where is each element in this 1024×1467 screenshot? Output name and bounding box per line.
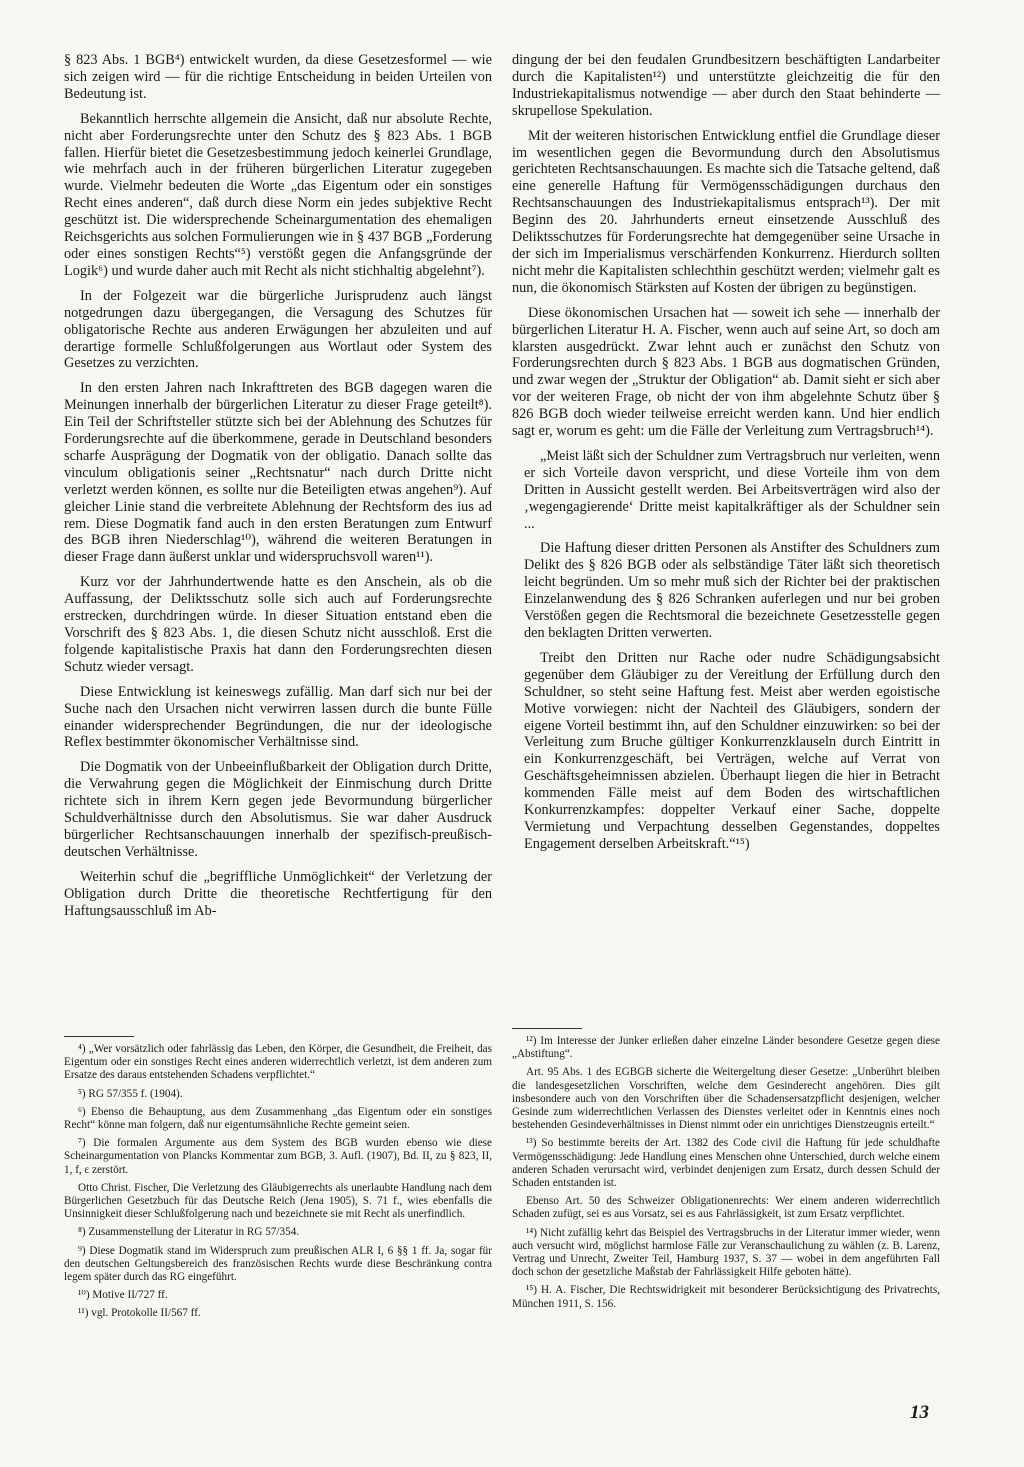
footnote: Otto Christ. Fischer, Die Verletzung des Gläubigerrechts als unerlaubte Handlung nach dem Bürgerlichen Gesetzbuch für das Deutsche Reich (Jena 1905), S. 71 f., wies ebenfalls die Unsinnigkeit dieser Schlußfolgerung nach und bezeichnete sie mit Recht als unerfindlich. bbox=[64, 1181, 492, 1221]
page-number: 13 bbox=[910, 1402, 929, 1423]
paragraph: Bekanntlich herrschte allgemein die Ansicht, daß nur absolute Rechte, nicht aber Forderungsrechte unter den Schutz des § 823 Abs. 1 BGB fallen. Hierfür bietet die Gesetzesbestimmung jedoch keinerlei Grundlage, wie mehrfach auch in der früheren bürgerlichen Literatur zugegeben wurde. Vielmehr bedeuten die Worte „das Eigentum oder ein sonstiges Recht eines anderen“, daß durch diese Norm ein jedes subjektive Recht geschützt ist. Die widersprechende Scheinargumentation des ehemaligen Reichsgerichts aus solchen Formulierungen wie in § 437 BGB „Forderung oder eines sonstigen Rechts“⁵) verstößt gegen die Anfangsgründe der Logik⁶) und wurde daher auch mit Recht als nicht stichhaltig abgelehnt⁷). bbox=[64, 110, 492, 279]
right-footnotes bbox=[512, 1020, 940, 1316]
footnote: ⁴) „Wer vorsätzlich oder fahrlässig das Leben, den Körper, die Gesundheit, die Freiheit, das Eigentum oder ein sonstiges Recht eines anderen widerrechtlich verletzt, ist dem anderen zum Ersatze des daraus entstehenden Schadens verpflichtet.“ bbox=[64, 1043, 492, 1082]
paragraph: Die Dogmatik von der Unbeeinflußbarkeit der Obligation durch Dritte, die Verwahrung gegen die Möglichkeit der Einmischung durch Dritte richtete sich in ihrem Kern gegen jede Bevormundung bürgerlicher Schuldverhältnisse durch den Absolutismus. Sie war daher Ausdruck bürgerlicher Rechtsanschauungen innerhalb der spezifisch-preußisch-deutschen Verhältnisse. bbox=[64, 759, 492, 860]
paragraph: Diese Entwicklung ist keineswegs zufällig. Man darf sich nur bei der Suche nach den Ursachen nicht verwirren lassen durch die bunte Fülle einander widersprechender Begründungen, die nur der ideologische Reflex bestimmter ökonomischer Verhältnisse sind. bbox=[64, 683, 492, 751]
paragraph: Mit der weiteren historischen Entwicklung entfiel die Grundlage dieser im wesentlichen gegen die Bevormundung durch den Absolutismus gerichteten Rechtsanschauungen. Es machte sich die Tatsache geltend, daß eine generelle Haftung für Vermögensschädigungen durchaus den Rechtsanschauungen des Industriekapitalismus entsprach¹³). Der mit Beginn des 20. Jahrhunderts erneut einsetzende Ausschluß des Deliktsschutzes für Forderungsrechte hat demgegenüber seine Ursache in der sich im Imperialismus verschärfenden Konkurrenz. Hierdurch sollten nicht mehr die Kapitalisten schlechthin geschützt werden; vielmehr galt es nun, die ökonomisch Stärksten auf Kosten der übrigen zu begünstigen. bbox=[512, 127, 940, 296]
footnote: ⁷) Die formalen Argumente aus dem System des BGB wurden ebenso wie diese Scheinargumentation von Plancks Kommentar zum BGB, 3. Aufl. (1907), Bd. II, zu § 823, II, 1, f, ε zerstört. bbox=[64, 1137, 492, 1176]
paragraph: § 823 Abs. 1 BGB⁴) entwickelt wurden, da diese Gesetzesformel — wie sich zeigen wird — für die richtige Entscheidung in beiden Urteilen von Bedeutung ist. bbox=[64, 52, 492, 102]
paragraph: In der Folgezeit war die bürgerliche Jurisprudenz auch längst notgedrungen dazu übergegangen, die Versagung des Schutzes für obligatorische Rechte aus anderen Erwägungen her abzuleiten und auf derartige formelle Schlußfolgerungen aus Wortlaut oder System des Gesetzes zu verzichten. bbox=[64, 287, 492, 372]
footnote: ⁸) Zusammenstellung der Literatur in RG 57/354. bbox=[78, 1226, 300, 1239]
paragraph: Kurz vor der Jahrhundertwende hatte es den Anschein, als ob die Auffassung, der Deliktsschutz solle sich auch auf Forderungsrechte erstrecken, durchdringen würde. In dieser Situation entstand eben die Vorschrift des § 823 Abs. 1, die diesen Schutz nicht ausschloß. Erst die folgende kapitalistische Praxis hat dann den Forderungsrechten diesen Schutz wieder versagt. bbox=[64, 574, 492, 675]
left-column bbox=[64, 52, 492, 928]
document-page bbox=[64, 52, 984, 1442]
footnote: ¹⁴) Nicht zufällig kehrt das Beispiel des Vertragsbruchs in der Literatur immer wieder, wenn auch versucht wird, möglichst harmlose Fälle zur Veranschaulichung zu wählen (z. B. Larenz, Vertrag und Unrecht, Zweiter Teil, Hamburg 1937, S. 37 — wobei in dem angeführten Fall doch schon der gesetzliche Maßstab der Fahrlässigkeit Hilfe geboten hätte). bbox=[512, 1226, 940, 1279]
footnote: ¹²) Im Interesse der Junker erließen daher einzelne Länder besondere Gesetze gegen diese „Abstiftung“. bbox=[512, 1035, 940, 1061]
footnote: ¹³) So bestimmte bereits der Art. 1382 des Code civil die Haftung für jede schuldhafte Vermögensschädigung: Jede Handlung eines Menschen ohne Unterschied, durch welche einem anderen Schaden verursacht wird, verbindet denjenigen zum Ersatz, durch dessen Schuld der Schaden entstanden ist. bbox=[512, 1137, 940, 1190]
footnote: Ebenso Art. 50 des Schweizer Obligationenrechts: Wer einem anderen widerrechtlich Schaden zufügt, sei es aus Vorsatz, sei es aus Fahrlässigkeit, ist zum Ersatz verpflichtet. bbox=[512, 1195, 940, 1221]
footnote: ⁶) Ebenso die Behauptung, aus dem Zusammenhang „das Eigentum oder ein sonstiges Recht“ könne man folgern, daß nur eigentumsähnliche Rechte gemeint seien. bbox=[64, 1105, 492, 1132]
paragraph: In den ersten Jahren nach Inkrafttreten des BGB dagegen waren die Meinungen innerhalb der bürgerlichen Literatur zu dieser Frage geteilt⁸). Ein Teil der Schriftsteller stützte sich bei der Ablehnung des Schutzes für Forderungsrechte auf die überkommene, gerade in Deutschland besonders scharfe Ausprägung der Dogmatik von der obligatio. Danach sollte das vinculum obligationis seiner „Rechtsnatur“ nach durch Dritte nicht verletzt werden können, es sollte nur die Beteiligten etwas angehen⁹). Auf gleicher Linie stand die verbreitete Ablehnung der Rechtsform des ius ad rem. Diese Dogmatik fand auch in den ersten Beratungen zum Entwurf des BGB ihren Niederschlag¹⁰), während die weiteren Beratungen in dieser Frage dann äußerst unklar und widerspruchsvoll waren¹¹). bbox=[64, 380, 492, 566]
quote-paragraph: „Meist läßt sich der Schuldner zum Vertragsbruch nur verleiten, wenn er sich Vorteile davon verspricht, und diese Vorteile ihm von dem Dritten in Aussicht gestellt werden. Bei Arbeitsverträgen wird also der ‚wegengagierende‘ Dritte meist kapitalkräftiger als der Schuldner sein ... bbox=[524, 447, 940, 532]
paragraph: Weiterhin schuf die „begriffliche Unmöglichkeit“ der Verletzung der Obligation durch Dritte die theoretische Rechtfertigung für den Haftungsausschluß im Ab- bbox=[64, 868, 492, 919]
footnote-divider bbox=[64, 1036, 134, 1037]
paragraph: dingung der bei den feudalen Grundbesitzern beschäftigten Landarbeiter durch die Kapitalisten¹²) und unterstützte gleichzeitig die für den Industriekapitalismus notwendige — aber durch den Staat behinderte — skrupellose Spekulation. bbox=[512, 52, 940, 119]
footnote: ¹¹) vgl. Protokolle II/567 ff. bbox=[78, 1307, 201, 1320]
footnote-divider bbox=[512, 1028, 582, 1029]
right-column bbox=[512, 52, 940, 861]
footnote: Art. 95 Abs. 1 des EGBGB sicherte die Weitergeltung dieser Gesetze: „Unberührt bleiben die landesgesetzlichen Vorschriften, welche dem Gesinderecht angehören. Dies gilt insbesondere auch von den Vorschriften über die Schadensersatzpflicht desjenigen, welcher Gesinde zum widerrechtlichen Verlassen des Dienstes verleitet oder in Kenntnis eines noch bestehenden Gesindeverhältnisses in Dienst nimmt oder ein unrichtiges Dienstzeugnis erteilt.“ bbox=[512, 1066, 940, 1132]
footnote: ⁹) Diese Dogmatik stand im Widerspruch zum preußischen ALR I, 6 §§ 1 ff. Ja, sogar für den deutschen Geltungsbereich des französischen Rechts wurde diese Beschränkung contra legem später durch das RG eingeführt. bbox=[64, 1244, 492, 1284]
paragraph: Diese ökonomischen Ursachen hat — soweit ich sehe — innerhalb der bürgerlichen Literatur H. A. Fischer, wenn auch auf seine Art, so doch am klarsten ausgedrückt. Zwar lehnt auch er zunächst den Schutz von Forderungsrechten durch § 823 Abs. 1 BGB aus dogmatischen Gründen, und zwar wegen der „Struktur der Obligation“ ab. Damit sieht er sich aber vor der weiteren Frage, ob nicht der von ihm abgelehnte Schutz über § 826 BGB doch wieder teilweise erreicht werden kann. Und hier endlich sagt er, worum es geht: um die Fälle der Verleitung zum Vertragsbruch¹⁴). bbox=[512, 304, 940, 440]
footnote: ¹⁵) H. A. Fischer, Die Rechtswidrigkeit mit besonderer Berücksichtigung des Privatrechts, München 1911, S. 156. bbox=[512, 1284, 940, 1310]
block-quote bbox=[512, 448, 940, 853]
quote-paragraph: Die Haftung dieser dritten Personen als Anstifter des Schuldners zum Delikt des § 826 BGB oder als selbständige Täter läßt sich theoretisch leicht begründen. Um so mehr muß sich der Richter bei der praktischen Einzelanwendung des § 826 Schranken auferlegen und nur bei groben Verstößen gegen die Rechtsmoral die bezeichnete Gesetzesstelle gegen den beklagten Dritten verwerten. bbox=[524, 540, 940, 641]
footnote: ¹⁰) Motive II/727 ff. bbox=[78, 1289, 168, 1302]
quote-paragraph: Treibt den Dritten nur Rache oder nudre Schädigungsabsicht gegenüber dem Gläubiger zu der Vereitlung der Erfüllung durch den Schuldner, so steht seine Haftung fest. Meist aber werden egoistische Motive vorwiegen: nicht der Nachteil des Gläubigers, sondern der eigene Vorteil bestimmt ihn, auf den Schuldner einzuwirken: so bei der Verleitung zum Bruche gültiger Konkurrenzklauseln durch Eintritt in ein Konkurrenzgeschäft, bei Verträgen, welche auf Verrat von Geschäftsgeheimnissen abzielen. Überhaupt liegen die hier in Betracht kommenden Fälle meist auf dem Boden des wirtschaftlichen Konkurrenzkampfes: doppelter Verkauf einer Sache, doppelte Vermietung und Verpachtung desselben Gegenstandes, doppeltes Engagement derselben Arbeitskraft.“¹⁵) bbox=[524, 649, 940, 852]
footnote: ⁵) RG 57/355 f. (1904). bbox=[78, 1087, 183, 1100]
left-footnotes bbox=[64, 1028, 492, 1326]
